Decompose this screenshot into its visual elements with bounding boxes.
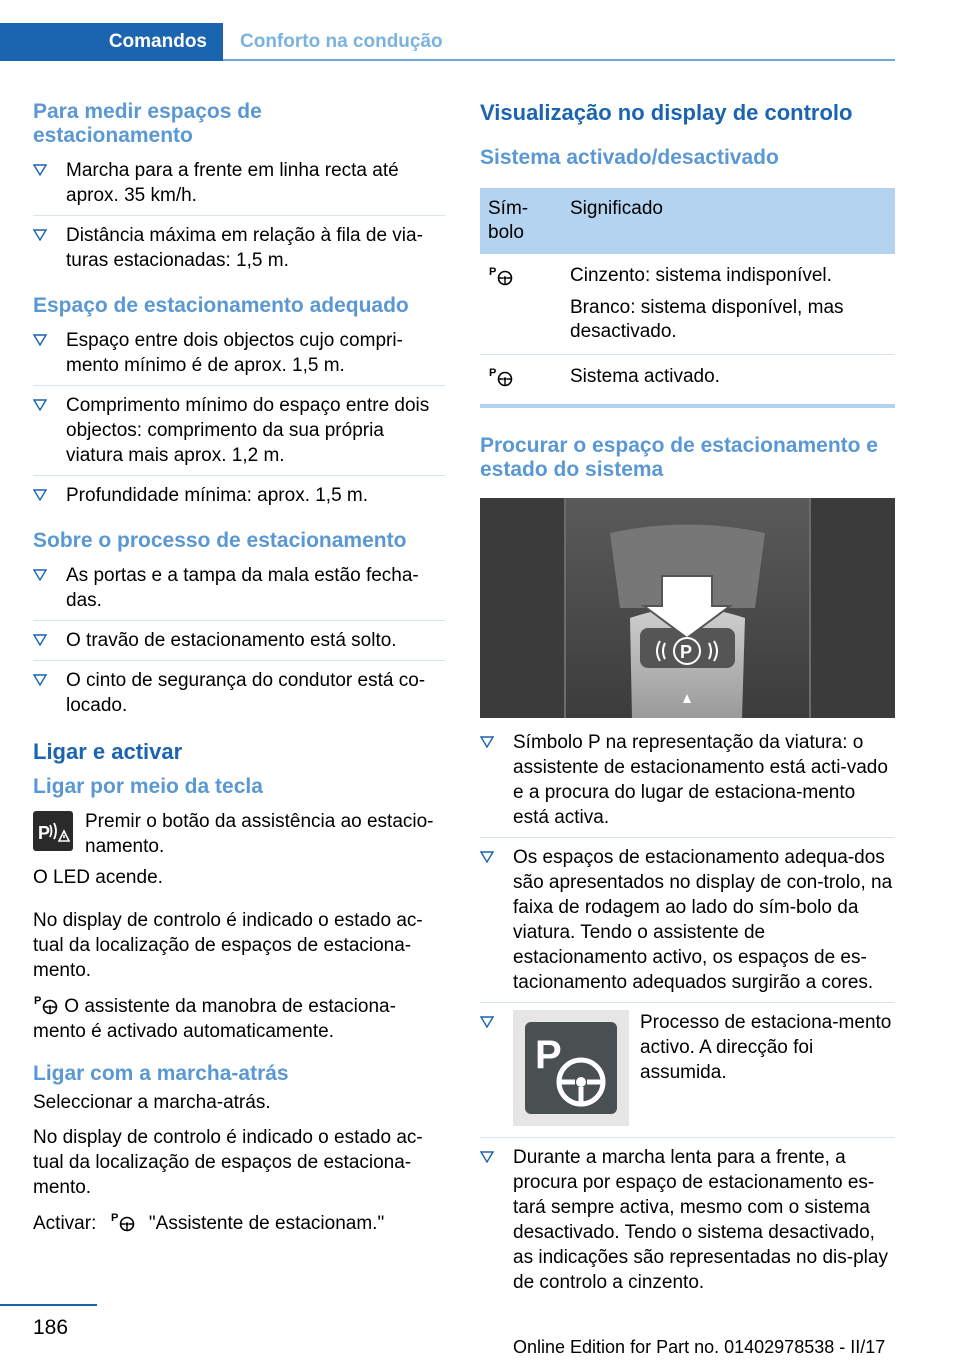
symbol-table: [480, 188, 895, 408]
list-processo: [33, 563, 445, 725]
list-item: Comprimento mínimo do espaço entre dois objectos: comprimento da sua própria viatura mais aprox. 1,2 m.: [33, 393, 445, 476]
triangle-bullet-icon: [33, 229, 47, 241]
list-item: O cinto de segurança do condutor está co-locado.: [33, 668, 445, 725]
triangle-bullet-icon: [33, 674, 47, 686]
list-item: Distância máxima em relação à fila de via-turas estacionadas: 1,5 m.: [33, 223, 445, 280]
heading-procurar: Procurar o espaço de estacionamento e estado do sistema: [480, 434, 878, 481]
tecla-text: Premir o botão da assistência ao estacio-namento.: [85, 811, 434, 857]
table-row: [480, 254, 895, 355]
page-number: 186: [33, 1316, 69, 1339]
table-header-meaning: Significado: [562, 188, 895, 254]
park-assistant-icon: [108, 1210, 138, 1232]
park-assistant-active-icon: [488, 365, 514, 387]
section-tab[interactable]: Comandos: [0, 23, 223, 61]
triangle-bullet-icon: [480, 1016, 494, 1028]
triangle-bullet-icon: [33, 334, 47, 346]
led-text: O LED acende.: [33, 867, 163, 888]
triangle-bullet-icon: [33, 634, 47, 646]
svg-text:P: P: [38, 823, 51, 843]
heading-tecla: Ligar por meio da tecla: [33, 775, 263, 798]
svg-text:P: P: [489, 266, 497, 278]
auto-paragraph: [33, 993, 445, 1044]
list-item: Profundidade mínima: aprox. 1,5 m.: [33, 483, 445, 515]
svg-text:P: P: [680, 642, 693, 662]
triangle-bullet-icon: [33, 489, 47, 501]
list-medir: [33, 158, 445, 280]
triangle-bullet-icon: [33, 569, 47, 581]
svg-text:P: P: [489, 367, 497, 379]
triangle-bullet-icon: [33, 399, 47, 411]
table-row: [480, 355, 895, 407]
svg-text:P: P: [110, 1212, 118, 1224]
display-illustration: [480, 498, 895, 718]
table-header-symbol: Sím-bolo: [480, 188, 562, 254]
svg-text:P: P: [34, 995, 42, 1007]
header-rule: [223, 59, 895, 61]
activar-line: [33, 1210, 445, 1236]
list-item: Durante a marcha lenta para a frente, a procura por espaço de estacionamento es-tará sempre activa, mesmo com o sistema desactivado. Tendo o sistema desactivado, as indicações são representadas no dis-play de controlo a cinzento.: [480, 1145, 895, 1302]
list-adequado: [33, 328, 445, 515]
park-assistant-grey-icon: [488, 264, 514, 286]
heading-processo: Sobre o processo de estacionamento: [33, 529, 407, 552]
footer-rule: [0, 1304, 97, 1306]
steering-parking-icon: [513, 1010, 629, 1126]
heading-visual: Visualização no display de controlo: [480, 100, 853, 125]
heading-marcha: Ligar com a marcha-atrás: [33, 1062, 289, 1085]
row1-text-b: Branco: sistema disponível, mas desactivado.: [570, 297, 844, 342]
triangle-bullet-icon: [480, 1151, 494, 1163]
header-bar: [0, 23, 895, 61]
list-item: Os espaços de estacionamento adequa-dos são apresentados no display de con-trolo, na faixa de rodagem ao lado do sím-bolo da viatura. Tendo o assistente de estacionamento activo, os espaços de es-tacionamento adequados surgirão a cores.: [480, 845, 895, 1003]
activar-label: Activar:: [33, 1213, 97, 1234]
heading-medir: Para medir espaços de estacionamento: [33, 100, 262, 147]
right-column: [480, 100, 895, 1316]
parking-display-image: [480, 498, 895, 718]
display-text-2: No display de controlo é indicado o estado ac-tual da localização de espaços de estaciona-mento.: [33, 1127, 423, 1198]
list-item: P Processo de estaciona-mento activo. A direcção foi assumida.: [480, 1010, 895, 1138]
activar-value: "Assistente de estacionam.": [148, 1213, 385, 1234]
list-procurar: [480, 730, 895, 1302]
display-text: No display de controlo é indicado o estado ac-tual da localização de espaços de estaciona-mento.: [33, 910, 423, 981]
edition-text: Online Edition for Part no. 01402978538 - II/17: [513, 1337, 886, 1357]
park-assist-button-icon: [33, 811, 73, 851]
auto-text: O assistente da manobra de estaciona-mento é activado automaticamente.: [33, 996, 396, 1042]
row1-text-a: Cinzento: sistema indisponível.: [570, 265, 832, 286]
list-item: Marcha para a frente em linha recta até aprox. 35 km/h.: [33, 158, 445, 216]
triangle-bullet-icon: [33, 164, 47, 176]
marcha-text: Seleccionar a marcha-atrás.: [33, 1092, 271, 1113]
svg-text:P: P: [535, 1033, 562, 1077]
list-item: Símbolo P na representação da viatura: o assistente de estacionamento está acti-vado e a procura do lugar de estaciona-mento está activa.: [480, 730, 895, 838]
heading-adequado: Espaço de estacionamento adequado: [33, 294, 409, 317]
button-instruction: [33, 809, 445, 859]
park-assistant-icon: [33, 993, 59, 1015]
list-item: Espaço entre dois objectos cujo compri-mento mínimo é de aprox. 1,5 m.: [33, 328, 445, 386]
left-column: [33, 100, 445, 1246]
heading-sistema: Sistema activado/desactivado: [480, 146, 779, 169]
list-item: As portas e a tampa da mala estão fecha-das.: [33, 563, 445, 621]
list-item: O travão de estacionamento está solto.: [33, 628, 445, 661]
triangle-bullet-icon: [480, 736, 494, 748]
heading-ligar: Ligar e activar: [33, 739, 183, 764]
subsection-tab[interactable]: Conforto na condução: [240, 31, 443, 52]
triangle-bullet-icon: [480, 851, 494, 863]
row2-text: Sistema activado.: [562, 355, 895, 407]
